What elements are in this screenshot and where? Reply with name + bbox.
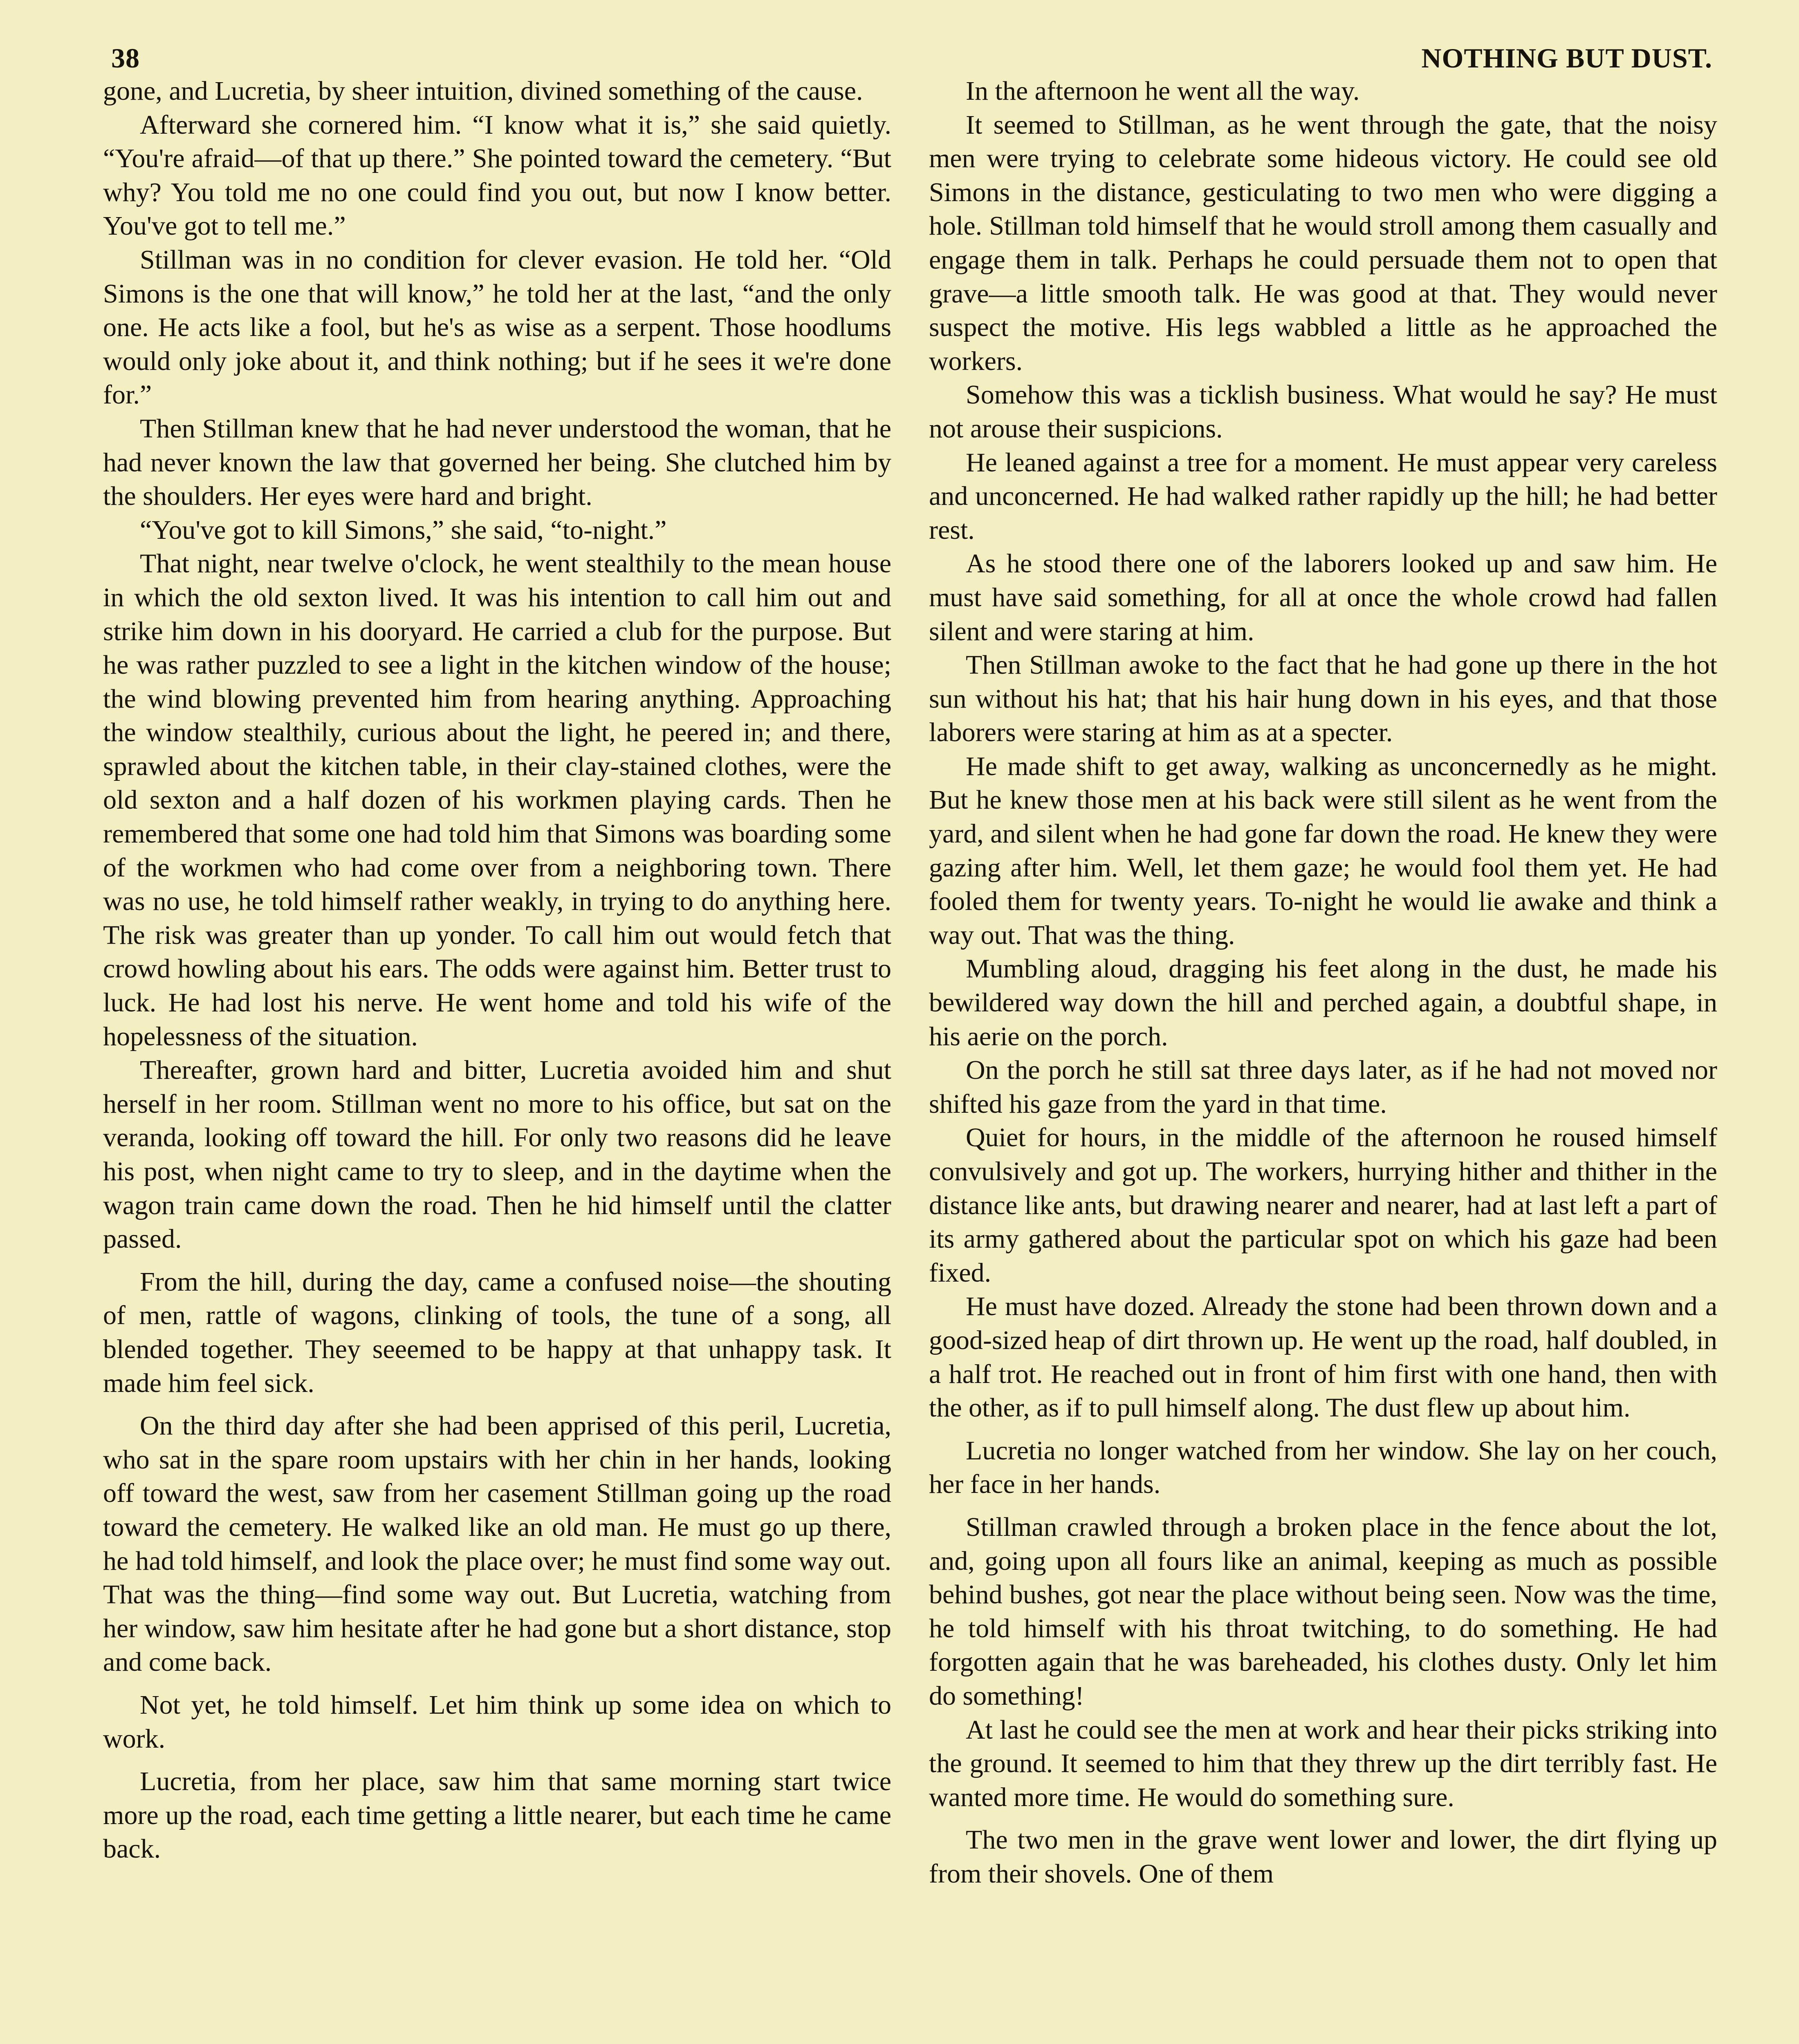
paragraph: On the third day after she had been apprised of this peril, Lucretia, who sat in the spare room upstairs with her chin in her hands, looking off toward the west, saw from her casement Stillman going up the road toward the cemetery. He walked like an old man. He must go up there, he had told himself, and look the place over; he must find some way out. That was the thing—find some way out. But Lucretia, watching from her window, saw him hesitate after he had gone but a short distance, stop and come back.	[103, 1411, 891, 1677]
paragraph: It seemed to Stillman, as he went through the gate, that the noisy men were trying to celebrate some hideous victory. He could see old Simons in the distance, gesticulating to two men who were digging a hole. Stillman told himself that he would stroll among them casually and engage them in talk. Perhaps he could persuade them not to open that grave—a little smooth talk. He was good at that. They would never suspect the motive. His legs wabbled a little as he approached the workers.	[929, 110, 1717, 376]
paragraph: Then Stillman knew that he had never understood the woman, that he had never known the law that governed her being. She clutched him by the shoulders. Her eyes were hard and bright.	[103, 413, 891, 511]
running-head	[111, 38, 1712, 78]
paragraph: “You've got to kill Simons,” she said, “to-night.”	[140, 515, 667, 545]
paragraph: As he stood there one of the laborers looked up and saw him. He must have said something, for all at once the whole crowd had fallen silent and were staring at him.	[929, 549, 1717, 646]
paragraph: Then Stillman awoke to the fact that he had gone up there in the hot sun without his hat; that his hair hung down in his eyes, and that those laborers were staring at him as at a specter.	[929, 650, 1717, 748]
paragraph: He must have dozed. Already the stone had been thrown down and a good-sized heap of dirt thrown up. He went up the road, half doubled, in a half trot. He reached out in front of him first with one hand, then with the other, as if to pull himself along. The dust flew up about him.	[929, 1291, 1717, 1423]
paragraph: Lucretia no longer watched from her window. She lay on her couch, her face in her hands.	[929, 1435, 1717, 1499]
paragraph: Mumbling aloud, dragging his feet along in the dust, he made his bewildered way down the hill and perched again, a doubtful shape, in his aerie on the porch.	[929, 954, 1717, 1051]
paragraph: Not yet, he told himself. Let him think up some idea on which to work.	[103, 1690, 891, 1754]
running-title: NOTHING BUT DUST.	[1421, 43, 1712, 74]
right-text-column	[929, 74, 1717, 2044]
paragraph: Stillman was in no condition for clever evasion. He told her. “Old Simons is the one that will know,” he told her at the last, “and the only one. He acts like a fool, but he's as wise as a serpent. Those hoodlums would only joke about it, and think nothing; but if he sees it we're done for.”	[103, 244, 891, 410]
paragraph: Lucretia, from her place, saw him that same morning start twice more up the road, each time getting a little nearer, but each time he came back.	[103, 1766, 891, 1864]
paragraph: He made shift to get away, walking as unconcernedly as he might. But he knew those men at his back were still silent as he went from the yard, and silent when he had gone far down the road. He knew they were gazing after him. Well, let them gaze; he would fool them yet. He had fooled them for twenty years. To-night he would lie awake and think a way out. That was the thing.	[929, 751, 1717, 950]
paragraph: gone, and Lucretia, by sheer intuition, divined something of the cause.	[103, 76, 863, 106]
page-number: 38	[111, 43, 140, 74]
left-text-column	[103, 74, 891, 2044]
paragraph: At last he could see the men at work and hear their picks striking into the ground. It seemed to him that they threw up the dirt terribly fast. He wanted more time. He would do something sure.	[929, 1715, 1717, 1812]
paragraph: He leaned against a tree for a moment. He must appear very careless and unconcerned. He had walked rather rapidly up the hill; he had better rest.	[929, 447, 1717, 545]
paragraph: Quiet for hours, in the middle of the afternoon he roused himself convulsively and got up. The workers, hurrying hither and thither in the distance like ants, but drawing nearer and nearer, had at last left a part of its army gathered about the particular spot on which his gaze had been fixed.	[929, 1123, 1717, 1288]
paragraph: On the porch he still sat three days later, as if he had not moved nor shifted his gaze from the yard in that time.	[929, 1055, 1717, 1119]
paragraph: Somehow this was a ticklish business. What would he say? He must not arouse their suspicions.	[929, 380, 1717, 444]
paragraph: The two men in the grave went lower and lower, the dirt flying up from their shovels. One of them	[929, 1825, 1717, 1889]
paragraph: From the hill, during the day, came a confused noise—the shouting of men, rattle of wagons, clinking of tools, the tune of a song, all blended together. They seeemed to be happy at that unhappy task. It made him feel sick.	[103, 1266, 891, 1398]
paragraph: In the afternoon he went all the way.	[966, 76, 1360, 106]
paragraph: Stillman crawled through a broken place in the fence about the lot, and, going upon all fours like an animal, keeping as much as possible behind bushes, got near the place without being seen. Now was the time, he told himself with his throat twitching, to do something. He had forgotten again that he was bareheaded, his clothes dusty. Only let him do something!	[929, 1512, 1717, 1711]
paragraph: That night, near twelve o'clock, he went stealthily to the mean house in which the old sexton lived. It was his intention to call him out and strike him down in his dooryard. He carried a club for the purpose. But he was rather puzzled to see a light in the kitchen window of the house; the wind blowing prevented him from hearing anything. Approaching the window stealthily, curious about the light, he peered in; and there, sprawled about the kitchen table, in their clay-stained clothes, were the old sexton and a half dozen of his workmen playing cards. Then he remembered that some one had told him that Simons was boarding some of the workmen who had come over from a neighboring town. There was no use, he told himself rather weakly, in trying to do anything here. The risk was greater than up yonder. To call him out would fetch that crowd howling about his ears. The odds were against him. Better trust to luck. He had lost his nerve. He went home and told his wife of the hopelessness of the situation.	[103, 549, 891, 1051]
paragraph: Afterward she cornered him. “I know what it is,” she said quietly. “You're afraid—of that up there.” She pointed toward the cemetery. “But why? You told me no one could find you out, but now I know better. You've got to tell me.”	[103, 110, 891, 241]
paragraph: Thereafter, grown hard and bitter, Lucretia avoided him and shut herself in her room. Stillman went no more to his office, but sat on the veranda, looking off toward the hill. For only two reasons did he leave his post, when night came to try to sleep, and in the daytime when the wagon train came down the road. Then he hid himself until the clatter passed.	[103, 1055, 891, 1254]
